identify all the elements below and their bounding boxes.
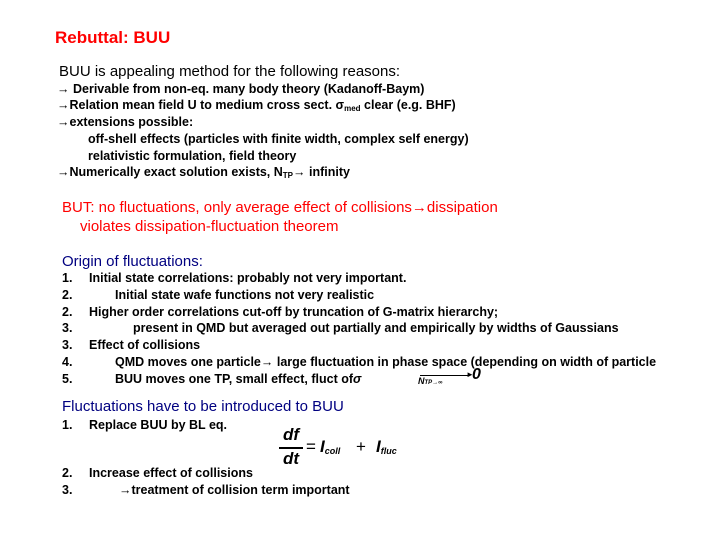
intro-text: BUU is appealing method for the following reasons:: [59, 63, 401, 80]
arrow-right-icon: ►: [466, 370, 474, 379]
origin-item: 4. QMD moves one particle→ large fluctuation in phase space (depending on width of particle: [62, 355, 657, 369]
arrow-right-icon: →: [57, 98, 70, 112]
origin-item: 3. Effect of collisions: [62, 338, 201, 352]
but-line-1: BUT: no fluctuations, only average effect of collisions→dissipation: [62, 199, 498, 216]
but-line-2: violates dissipation-fluctuation theorem: [80, 218, 339, 235]
reason-3: →extensions possible:: [57, 115, 194, 129]
arrow-right-icon: →: [57, 115, 70, 129]
arrow-right-icon: →: [260, 355, 274, 369]
formula-zero: 0: [472, 366, 481, 383]
origin-heading: Origin of fluctuations:: [62, 253, 203, 270]
arrow-right-icon: →: [57, 82, 70, 96]
fluct-item: 2. Increase effect of collisions: [62, 466, 253, 480]
fluct-item: 3. →treatment of collision term important: [62, 483, 350, 497]
arrow-right-icon: →: [119, 483, 132, 497]
arrow-right-icon: →: [293, 165, 306, 179]
arrow-right-icon: →: [57, 165, 70, 179]
fluct-heading: Fluctuations have to be introduced to BUU: [62, 398, 344, 415]
eq-i-fluc: $I_{fluc}$: [376, 437, 397, 456]
formula-ntp: NTP→∞: [418, 376, 443, 386]
arrow-right-icon: →: [411, 199, 427, 216]
reason-3a: off-shell effects (particles with finite width, complex self energy): [88, 132, 469, 146]
origin-item: 5. BUU moves one TP, small effect, fluct ofσ: [62, 372, 362, 386]
eq-i-coll: $I_{coll}$: [320, 437, 341, 456]
eq-df: df: [282, 425, 300, 444]
eq-equals: =: [306, 437, 316, 456]
reason-2: →Relation mean field U to medium cross sect. $\sigma_{med}$ clear (e.g. BHF): [57, 98, 456, 113]
reason-1: → Derivable from non-eq. many body theory (Kadanoff-Baym): [57, 82, 425, 96]
reason-4: →Numerically exact solution exists, $N_{TP}\to$ infinity: [57, 165, 350, 180]
page-title: Rebuttal: BUU: [55, 28, 171, 47]
eq-plus: +: [356, 437, 366, 456]
origin-item: 1. Initial state correlations: probably not very important.: [62, 271, 407, 285]
fluct-item: 1. Replace BUU by BL eq.: [62, 418, 228, 432]
formula-arrow-line: [420, 375, 470, 376]
reason-3b: relativistic formulation, field theory: [88, 149, 297, 163]
origin-item: 2. Higher order correlations cut-off by truncation of G-matrix hierarchy;: [62, 305, 499, 319]
origin-item: 2. Initial state wafe functions not very realistic: [62, 288, 375, 302]
eq-dt: dt: [282, 449, 300, 468]
origin-item: 3. present in QMD but averaged out partially and empirically by widths of Gaussians: [62, 321, 619, 335]
